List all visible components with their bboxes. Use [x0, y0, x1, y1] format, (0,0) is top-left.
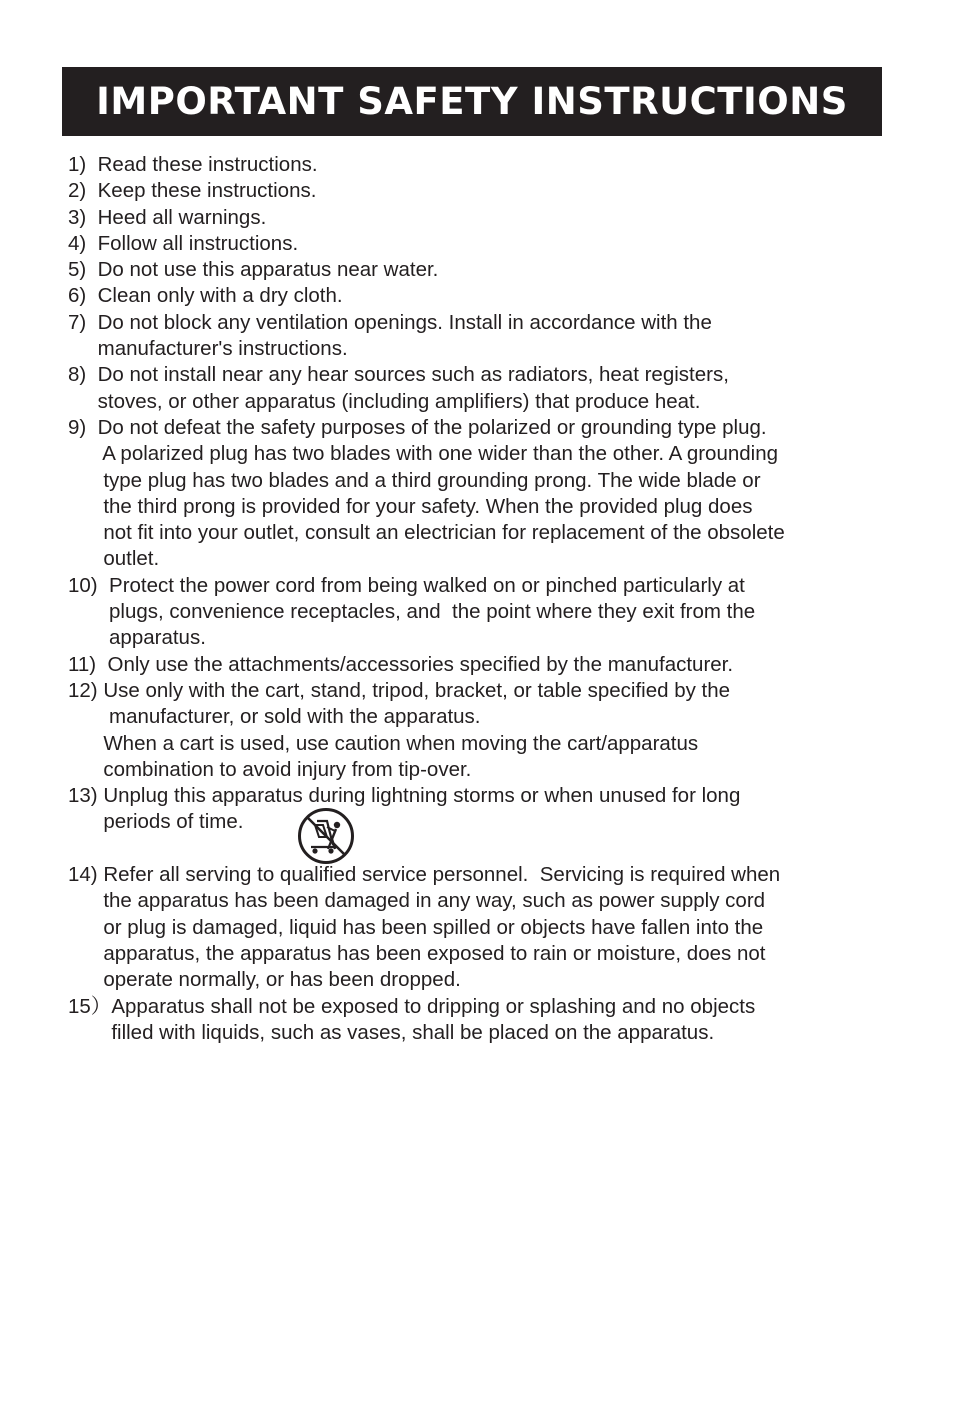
item-line: filled with liquids, such as vases, shall be placed on the apparatus.	[111, 1020, 715, 1044]
item-text	[98, 310, 712, 363]
item-line: A polarized plug has two blades with one wider than the other. A grounding	[97, 442, 779, 466]
title-banner	[62, 67, 882, 136]
item-line: operate normally, or has been dropped.	[103, 968, 461, 992]
item-line	[103, 836, 740, 862]
item-line: type plug has two blades and a third grounding prong. The wide blade or	[97, 468, 761, 492]
item-number: 9)	[68, 415, 98, 439]
instruction-list	[68, 152, 898, 1046]
item-line: manufacturer, or sold with the apparatus.	[103, 705, 481, 729]
item-number: 7)	[68, 310, 98, 334]
list-item	[68, 362, 898, 415]
item-text	[98, 205, 267, 231]
item-number: 12)	[68, 678, 104, 702]
cart-tip-over-warning-icon	[297, 807, 355, 865]
item-line: apparatus, the apparatus has been exposed to rain or moisture, does not	[103, 941, 766, 965]
item-number: 15）	[68, 994, 112, 1018]
list-item	[68, 152, 898, 178]
item-line: periods of time.	[103, 810, 244, 834]
item-number: 10)	[68, 573, 110, 597]
item-text	[103, 783, 740, 862]
item-line: the third prong is provided for your safety. When the provided plug does	[97, 494, 753, 518]
item-line: apparatus.	[109, 626, 206, 650]
item-number: 5)	[68, 258, 98, 282]
item-line: Clean only with a dry cloth.	[97, 284, 343, 308]
item-text	[98, 231, 299, 257]
list-item	[68, 231, 898, 257]
item-line: Do not defeat the safety purposes of the polarized or grounding type plug.	[97, 415, 767, 439]
list-item	[68, 283, 898, 309]
page-title: IMPORTANT SAFETY INSTRUCTIONS	[96, 80, 848, 123]
list-item	[68, 862, 898, 993]
item-line: Protect the power cord from being walked on or pinched particularly at	[109, 573, 745, 597]
list-item	[68, 678, 898, 783]
item-line: Do not use this apparatus near water.	[97, 258, 439, 282]
item-line: plugs, convenience receptacles, and the point where they exit from the	[109, 600, 756, 624]
item-text	[98, 362, 729, 415]
item-line: Refer all serving to qualified service personnel. Servicing is required when	[103, 863, 781, 887]
item-text	[98, 152, 318, 178]
item-number: 11)	[68, 652, 108, 676]
item-line: stoves, or other apparatus (including amplifiers) that produce heat.	[97, 389, 701, 413]
item-line: Heed all warnings.	[97, 205, 267, 229]
item-number: 2)	[68, 179, 98, 203]
item-text	[109, 573, 755, 652]
item-line: or plug is damaged, liquid has been spilled or objects have fallen into the	[103, 915, 764, 939]
list-item	[68, 783, 898, 862]
item-line: Read these instructions.	[97, 153, 318, 176]
item-line: Follow all instructions.	[97, 231, 299, 255]
list-item	[68, 652, 898, 678]
item-text	[98, 283, 343, 309]
item-line: Apparatus shall not be exposed to dripping or splashing and no objects	[111, 994, 756, 1018]
item-text	[98, 415, 785, 573]
item-text	[98, 257, 439, 283]
item-number: 1)	[68, 153, 98, 176]
item-number: 8)	[68, 363, 98, 387]
item-line: Do not install near any hear sources such as radiators, heat registers,	[97, 363, 729, 387]
item-line: outlet.	[97, 547, 160, 571]
item-text	[103, 862, 780, 993]
item-text	[108, 652, 734, 678]
item-number: 4)	[68, 231, 98, 255]
item-line: Use only with the cart, stand, tripod, bracket, or table specified by the	[103, 678, 731, 702]
item-line: Only use the attachments/accessories specified by the manufacturer.	[107, 652, 734, 676]
list-item	[68, 257, 898, 283]
item-line: not fit into your outlet, consult an electrician for replacement of the obsolete	[97, 521, 785, 545]
item-number: 13)	[68, 784, 104, 808]
item-line: the apparatus has been damaged in any way, such as power supply cord	[103, 889, 766, 913]
item-line: Keep these instructions.	[97, 179, 317, 203]
list-item	[68, 205, 898, 231]
item-text	[111, 994, 755, 1047]
list-item	[68, 178, 898, 204]
item-line: Unplug this apparatus during lightning storms or when unused for long	[103, 784, 741, 808]
item-number: 14)	[68, 863, 104, 887]
item-text	[98, 178, 317, 204]
list-item	[68, 415, 898, 573]
list-item	[68, 994, 898, 1047]
list-item	[68, 573, 898, 652]
item-line: combination to avoid injury from tip-over.	[103, 757, 472, 781]
item-number: 6)	[68, 284, 98, 308]
item-line: Do not block any ventilation openings. Install in accordance with the	[97, 310, 712, 334]
item-line: manufacturer's instructions.	[97, 337, 348, 361]
item-line: When a cart is used, use caution when moving the cart/apparatus	[103, 731, 699, 755]
item-number: 3)	[68, 205, 98, 229]
item-text	[103, 678, 730, 783]
list-item	[68, 310, 898, 363]
